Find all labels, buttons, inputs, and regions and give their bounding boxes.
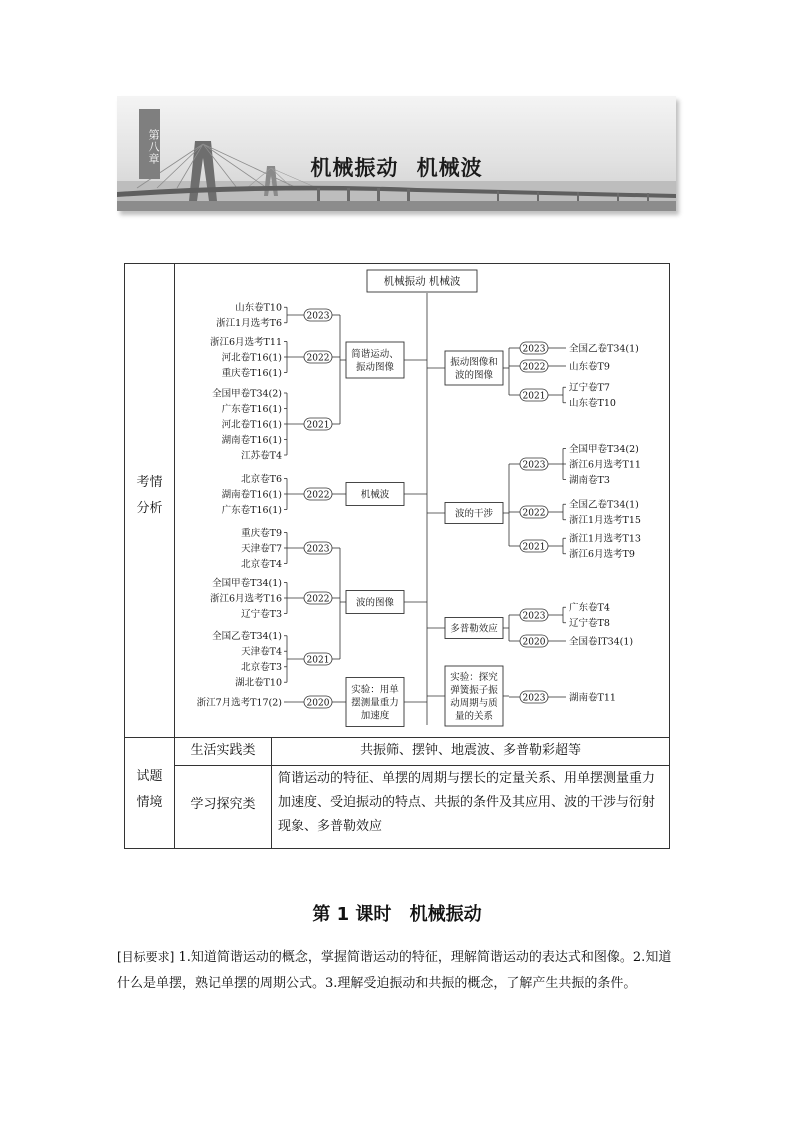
left-source-item: 北京卷T3	[241, 662, 282, 674]
left-topic-box-text: 波的图像	[355, 597, 395, 609]
right-topic-box-text: 弹簧振子振	[450, 685, 498, 696]
left-source-item: 天津卷T4	[241, 646, 282, 658]
right-topic-box-text: 振动图像和	[450, 357, 498, 368]
right-source-item: 广东卷T4	[569, 602, 610, 614]
row-label-exam-analysis: 考情 分析	[136, 475, 163, 516]
left-source-item: 北京卷T4	[241, 558, 282, 570]
right-year-pill-text: 2023	[522, 344, 546, 355]
left-year-pill-text: 2021	[306, 420, 330, 431]
right-year-pill-text: 2020	[522, 637, 546, 648]
context-life-text: 共振筛、摆钟、地震波、多普勒彩超等	[359, 743, 581, 758]
left-source-item: 河北卷T16(1)	[221, 352, 282, 364]
right-topic-box-text: 动周期与质	[450, 698, 498, 709]
left-year-pill-text: 2023	[306, 544, 330, 555]
left-source-item: 重庆卷T9	[241, 527, 282, 539]
left-source-item: 全国甲卷T34(1)	[212, 577, 282, 589]
lesson-title	[0, 900, 794, 926]
left-year-pill-text: 2023	[306, 311, 330, 322]
right-source-item: 全国卷ⅠT34(1)	[569, 636, 634, 648]
knowledge-mindmap	[174, 264, 669, 737]
left-source-item: 湖北卷T10	[235, 677, 282, 689]
right-year-pill-text: 2021	[522, 542, 546, 553]
left-source-item: 江苏卷T4	[241, 450, 282, 462]
left-source-item: 浙江6月选考T11	[210, 336, 282, 348]
left-source-item: 浙江1月选考T6	[216, 318, 282, 330]
learning-goals	[117, 944, 682, 997]
right-year-pill-text: 2021	[522, 391, 546, 402]
left-source-item: 辽宁卷T3	[241, 608, 282, 620]
chapter-title: 机械振动 机械波	[310, 156, 483, 180]
right-year-pill-text: 2022	[522, 508, 546, 519]
right-topic-box-text: 波的干涉	[454, 508, 494, 520]
left-source-item: 全国乙卷T34(1)	[212, 631, 282, 643]
left-year-pill-text: 2022	[306, 490, 330, 501]
left-year-pill-text: 2021	[306, 655, 330, 666]
right-year-pill-text: 2022	[522, 362, 546, 373]
left-source-item: 河北卷T16(1)	[221, 419, 282, 431]
right-year-pill-text: 2023	[522, 693, 546, 704]
right-source-item: 辽宁卷T8	[569, 618, 610, 630]
right-topic-box-text: 量的关系	[454, 711, 494, 722]
right-topic-box-text: 波的图像	[454, 370, 494, 381]
left-year-pill-text: 2022	[306, 594, 330, 605]
left-topic-box-text: 振动图像	[355, 362, 395, 373]
context-study-text: 简谐运动的特征、单摆的周期与摆长的定量关系、用单摆测量重力加速度、受迫振动的特点、共振的条件及其应用、波的干涉与衍射现象、多普勒效应	[278, 771, 656, 834]
right-source-item: 山东卷T10	[569, 398, 616, 410]
left-source-item: 北京卷T6	[241, 473, 282, 485]
lesson-name: 机械振动	[409, 904, 482, 925]
row-label-question-context: 试题 情境	[136, 769, 163, 810]
context-life-label: 生活实践类	[190, 743, 256, 758]
right-source-item: 湖南卷T11	[569, 692, 616, 704]
right-year-pill-text: 2023	[522, 611, 546, 622]
right-source-item: 全国甲卷T34(2)	[569, 443, 639, 455]
table-divider-row	[125, 737, 669, 738]
right-topic-box-text: 多普勒效应	[450, 623, 498, 635]
left-source-item: 重庆卷T16(1)	[221, 367, 282, 379]
right-source-item: 浙江6月选考T11	[569, 459, 641, 471]
left-source-item: 天津卷T7	[241, 543, 282, 555]
left-topic-box-text: 实验：用单	[351, 684, 399, 696]
right-source-item: 浙江6月选考T9	[569, 549, 635, 561]
right-source-item: 辽宁卷T7	[569, 382, 610, 394]
left-topic-box-text: 机械波	[360, 489, 390, 501]
chapter-banner	[117, 96, 676, 211]
goals-tag: [目标要求]	[117, 950, 175, 964]
right-source-item: 山东卷T9	[569, 361, 610, 373]
right-topic-box-text: 实验：探究	[450, 672, 498, 683]
left-source-item: 广东卷T16(1)	[221, 403, 282, 415]
left-year-pill-text: 2022	[306, 353, 330, 364]
right-source-item: 湖南卷T3	[569, 474, 610, 486]
left-source-item: 湖南卷T16(1)	[221, 489, 282, 501]
left-source-item: 广东卷T16(1)	[221, 504, 282, 516]
left-source-item: 湖南卷T16(1)	[221, 434, 282, 446]
left-source-item: 浙江7月选考T17(2)	[196, 697, 282, 709]
left-topic-box-text: 摆测量重力	[351, 697, 399, 709]
right-source-item: 全国乙卷T34(1)	[569, 343, 639, 355]
lesson-number: 第 1 课时	[312, 904, 392, 925]
left-source-item: 山东卷T10	[235, 302, 282, 314]
left-source-item: 全国甲卷T34(2)	[212, 388, 282, 400]
mindmap-root-text: 机械振动 机械波	[383, 275, 461, 288]
right-source-item: 浙江1月选考T13	[569, 533, 641, 545]
left-year-pill-text: 2020	[306, 698, 330, 709]
chapter-tab: 第八章	[139, 109, 160, 179]
goals-text: 1.知道简谐运动的概念，掌握简谐运动的特征，理解简谐运动的表达式和图像。2.知道什么是单摆，熟记单摆的周期公式。3.理解受迫振动和共振的概念，了解产生共振的条件。	[117, 950, 672, 991]
context-study-label: 学习探究类	[190, 797, 256, 812]
table-divider-subrow	[175, 765, 669, 766]
left-source-item: 浙江6月选考T16	[210, 593, 282, 605]
right-source-item: 浙江1月选考T15	[569, 515, 641, 527]
left-topic-box-text: 简谐运动、	[351, 349, 399, 360]
right-year-pill-text: 2023	[522, 460, 546, 471]
right-source-item: 全国乙卷T34(1)	[569, 499, 639, 511]
left-topic-box-text: 加速度	[360, 710, 390, 722]
